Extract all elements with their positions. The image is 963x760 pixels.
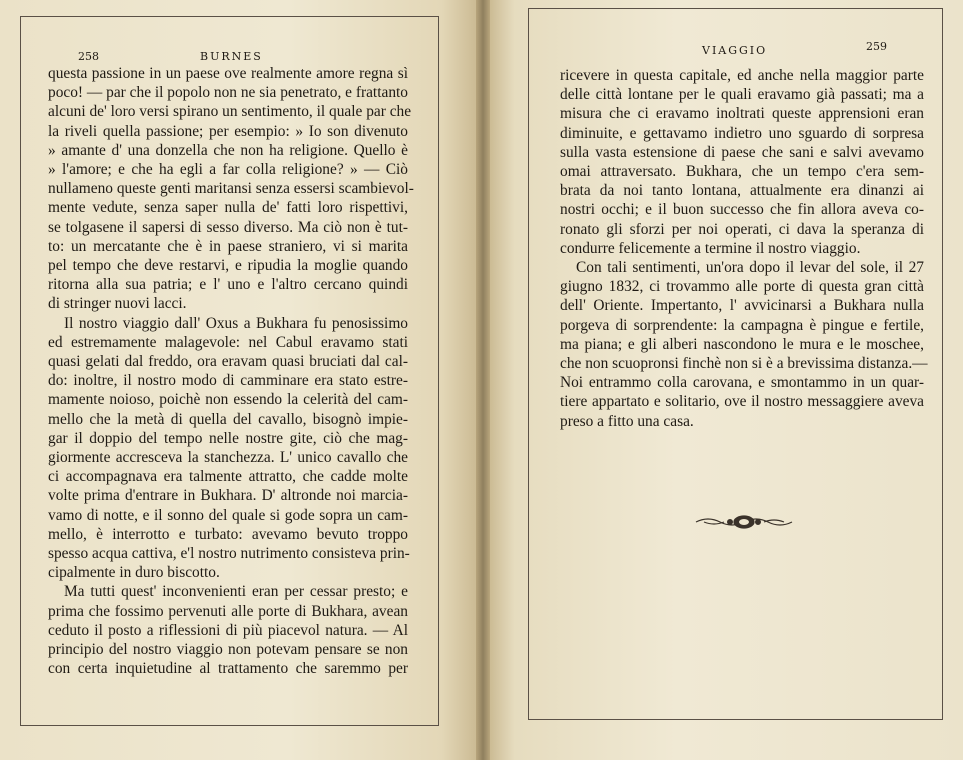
text-line: quasi gelati dal freddo, ora eravam quasi bruciati dal cal- (48, 353, 408, 371)
text-line: nostri occhi; e il buon successo che fin allora aveva co- (560, 201, 924, 219)
text-line: Con tali sentimenti, un'ora dopo il levar del sole, il 27 (576, 259, 924, 277)
text-line: ci accompagnava era talmente attratto, che cadde molte (48, 468, 408, 486)
text-line: preso a fitto una casa. (560, 412, 694, 430)
text-line: mamente noioso, poichè non essendo la celerità del cam- (48, 391, 408, 409)
text-line: to: un mercatante che è in paese straniero, vi si marita (48, 237, 408, 255)
text-line: che non scuopronsi finchè non si è a brevissima distanza.— (560, 355, 928, 373)
text-line: nullameno queste genti maritansi senza essersi scambievol- (48, 180, 414, 198)
left-running-head: BURNES (200, 50, 263, 63)
decorative-scroll-ornament-icon (694, 512, 794, 532)
text-line: cipalmente in duro biscotto. (48, 564, 220, 582)
text-line: sulla vasta estensione di paese che sani e salvi avevamo (560, 143, 924, 161)
text-line: » l'amore; e che ha egli a far colla religione? » — Ciò (48, 161, 408, 179)
text-line: misura che ci eravamo inoltrati queste apprensioni eran (560, 105, 924, 123)
left-page-number: 258 (78, 50, 99, 63)
text-line: do: inoltre, il nostro modo di camminare era stato estre- (48, 372, 408, 390)
text-line: ronato gli sforzi per noi operati, ci dava la speranza di (560, 220, 924, 238)
text-line: Noi entrammo colla carovana, e smontammo in un quar- (560, 374, 924, 392)
text-line: mello, è interrotto e turbato: avevamo bevuto troppo (48, 525, 408, 543)
text-line: delle città lontane per le quali eravamo già passati; ma a (560, 86, 924, 104)
text-line: giugno 1832, ci trovammo alle porte di questa gran città (560, 278, 924, 296)
right-page-number: 259 (866, 40, 887, 53)
text-line: principio del nostro viaggio non potevam pensare se non (48, 641, 408, 659)
text-line: gar il doppio del tempo nelle nostre gite, ciò che mag- (48, 429, 408, 447)
text-line: poco! — par che il popolo non ne sia penetrato, e frattanto (48, 84, 408, 102)
text-line: Il nostro viaggio dall' Oxus a Bukhara fu penosissimo (64, 314, 408, 332)
text-line: porgeva di sorprendente: la campagna è pingue e fertile, (560, 316, 924, 334)
text-line: di stringer nuovi lacci. (48, 295, 187, 313)
text-line: mello che la metà di quella del cavallo, bisognò impie- (48, 410, 408, 428)
text-line: Ma tutti quest' inconvenienti eran per cessar presto; e (64, 583, 408, 601)
text-line: ricevere in questa capitale, ed anche nella maggior parte (560, 67, 924, 84)
text-line: prima che fossimo pervenuti alle porte di Bukhara, avean (48, 602, 408, 620)
text-line: giormente accresceva la stanchezza. L' unico cavallo che (48, 449, 408, 467)
text-line: tiere appartato e solitario, ove il nostro messaggiere aveva (560, 393, 924, 411)
right-page-text (560, 66, 928, 431)
text-line: ceduto il posto a riflessioni di più piacevol natura. — Al (48, 621, 408, 639)
text-line: vamo di notte, e il sonno del quale si gode sopra un cam- (48, 506, 408, 524)
text-line: se tolgasene il sapersi di sesso diverso. Ma ciò non è tut- (48, 218, 408, 236)
right-running-head: VIAGGIO (702, 44, 768, 57)
text-line: pel tempo che deve restarvi, e ripudia la moglie quando (48, 257, 408, 275)
text-line: la riveli quella passione; per esempio: » Io son divenuto (48, 122, 408, 140)
text-line: volte prima d'entrare in Bukhara. D' altronde noi marcia- (48, 487, 408, 505)
text-line: ed estremamente malagevole: nel Cabul eravamo stati (48, 333, 408, 351)
text-line: condurre felicemente a termine il nostro viaggio. (560, 239, 861, 257)
text-line: mente vedute, senza saper nulla de' fatti loro rispettivi, (48, 199, 408, 217)
text-line: dell' Oriente. Impertanto, l' avvicinarsi a Bukhara nulla (560, 297, 924, 315)
left-page-text (48, 64, 414, 679)
text-line: brata da noi tanto lontana, attualmente era dinanzi ai (560, 182, 924, 200)
text-line: questa passione in un paese ove realmente amore regna sì (48, 65, 408, 82)
text-line: omai attraversato. Bukhara, che un tempo c'era sem- (560, 163, 924, 181)
text-line: alcuni de' loro versi spirano un sentimento, il quale par che (48, 103, 412, 121)
text-line: spesso acqua cattiva, e'l nostro nutrimento consisteva prin- (48, 545, 410, 563)
text-line: » amante d' una donzella che non ha religione. Quello è (48, 141, 408, 159)
book-gutter (476, 0, 490, 760)
text-line: ritorna alla sua patria; e l' uno e l'altro cercano quindi (48, 276, 408, 294)
text-line: con certa inquietudine al trattamento che saremmo per (48, 660, 408, 678)
text-line: ma piana; e gli alberi nascondono le mura e le moschee, (560, 335, 924, 353)
text-line: diminuite, e gettavamo indietro uno sguardo di sorpresa (560, 124, 924, 142)
